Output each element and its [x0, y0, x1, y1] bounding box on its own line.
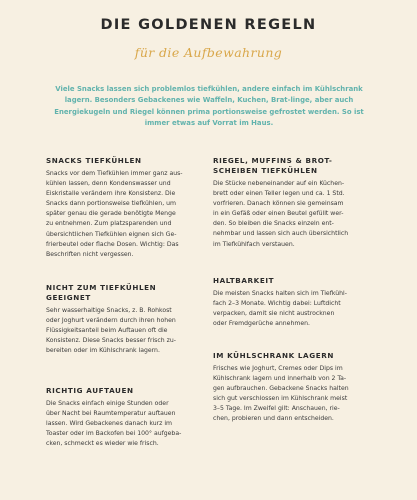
section-body: Snacks vor dem Tiefkühlen immer ganz aus- kühlen lassen, denn Kondenswasser und Eiskristalle verändern ihre Konsistenz. Die Snacks dann portionsweise tiefkühlen, um später genau die gerade benötigte Menge zu entnehmen. Zum platzsparenden und übersichtlichen Tiefkühlen eignen sich Ge- frierbeutel oder flache Dosen. Wichtig: Das Beschriften nicht vergessen. [46, 170, 183, 258]
section-body: Sehr wasserhaltige Snacks, z. B. Rohkost oder Joghurt verändern durch ihren hohen Flüssigkeitsanteil beim Auftauen oft die Konsistenz. Diese Snacks besser frisch zu- bereiten oder im Kühlschrank lagern. [46, 307, 176, 355]
section-body: Die meisten Snacks halten sich im Tiefkühl- fach 2–3 Monate. Wichtig dabei: Luftdicht verpacken, damit sie nicht austrocknen oder Fremdgerüche annehmen. [213, 290, 347, 328]
section-heading: IM KÜHLSCHRANK LAGERN [213, 351, 334, 360]
page-title: DIE GOLDENEN REGELN [100, 17, 317, 33]
section-heading: NICHT ZUM TIEFKÜHLEN GEEIGNET [46, 283, 157, 302]
section-heading: SNACKS TIEFKÜHLEN [46, 156, 142, 165]
section-snacks-tiefkuehlen [46, 156, 216, 260]
section-heading: RICHTIG AUFTAUEN [46, 386, 134, 395]
section-heading: HALTBARKEIT [213, 276, 275, 285]
section-richtig-auftauen [46, 386, 216, 449]
section-body: Frisches wie Joghurt, Cremes oder Dips im Kühlschrank lagern und innerhalb von 2 Ta- gen aufbrauchen. Gebackene Snacks halten sich gut verschlossen im Kühlschrank meist 3–5 Tage. Im Zweifel gilt: Anschauen, rie- chen, probieren und dann entscheiden. [213, 365, 349, 423]
section-riegel-muffins [213, 156, 383, 250]
page-subtitle: für die Aufbewahrung [134, 45, 283, 60]
section-kuehlschrank [213, 351, 383, 425]
intro-paragraph: Viele Snacks lassen sich problemlos tiefkühlen, andere einfach im Kühlschrank lagern. Besonders Gebackenes wie Waffeln, Kuchen, Brat-linge, aber auch Energiekugeln und Riegel können prima portionsweise gefrostet werden. So ist immer etwas auf Vorrat im Haus. [54, 85, 364, 128]
section-nicht-geeignet [46, 283, 216, 356]
section-haltbarkeit [213, 276, 383, 329]
section-heading: RIEGEL, MUFFINS & BROT- SCHEIBEN TIEFKÜHLEN [213, 156, 333, 175]
section-body: Die Stücke nebeneinander auf ein Küchen- brett oder einen Teller legen und ca. 1 Std. vorfrieren. Danach können sie gemeinsam in ein Gefäß oder einen Beutel gefüllt wer- den. So bleiben die Snacks einzeln ent- nehmbar und lassen sich auch übersichtlich im Tiefkühlfach verstauen. [213, 180, 349, 248]
section-body: Die Snacks einfach einige Stunden oder über Nacht bei Raumtemperatur auftauen lassen. Wird Gebackenes danach kurz im Toaster oder im Backofen bei 100° aufgeba- cken, schmeckt es wieder wie frisch. [46, 400, 182, 448]
